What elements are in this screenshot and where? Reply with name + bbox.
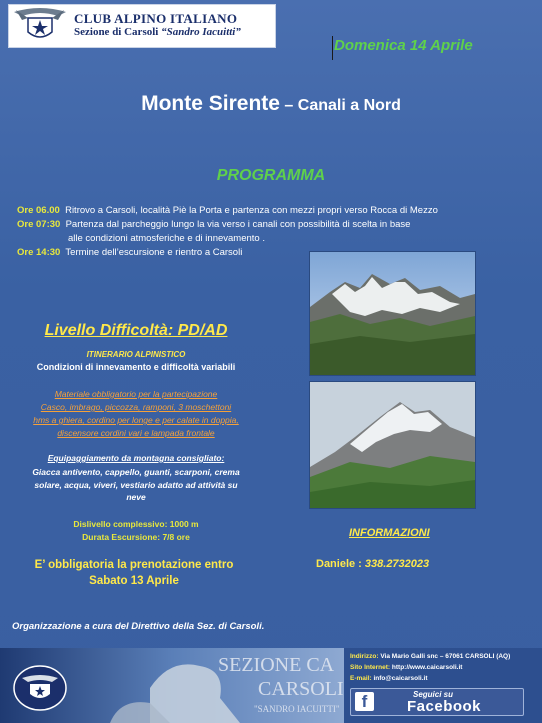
booking-notice: E’ obbligatoria la prenotazione entro bbox=[34, 559, 234, 571]
date-divider bbox=[332, 36, 333, 60]
contact-name: Daniele : bbox=[316, 558, 365, 570]
email-line bbox=[350, 675, 428, 682]
materials-line: hms a ghiera, cordino per longe e per calate in doppia, bbox=[33, 415, 239, 425]
facebook-name: Facebook bbox=[407, 698, 482, 715]
schedule-text: Termine dell’escursione e rientro a Carsoli bbox=[65, 247, 243, 258]
website-link[interactable]: http://www.caicarsoli.it bbox=[391, 664, 463, 671]
equipment-line: solare, acqua, viveri, vestiario adatto ad attività su bbox=[34, 479, 238, 490]
equipment-list bbox=[0, 466, 272, 504]
conditions-text: Condizioni di innevamento e difficoltà variabili bbox=[36, 362, 236, 372]
schedule-time: Ore 06.00 bbox=[17, 205, 60, 216]
page-title bbox=[0, 92, 542, 116]
banner-line2: CARSOLI bbox=[258, 678, 344, 700]
schedule-item bbox=[68, 232, 265, 246]
organizer-text: Organizzazione a cura del Direttivo della Sez. di Carsoli. bbox=[12, 621, 265, 632]
email-label: E-mail: bbox=[350, 675, 374, 682]
schedule-text: alle condizioni atmosferiche e di innevamento . bbox=[68, 233, 265, 244]
schedule-item bbox=[17, 218, 410, 232]
equipment-line: Giacca antivento, cappello, guanti, scarponi, crema bbox=[32, 467, 240, 477]
contact-info bbox=[316, 558, 429, 570]
contact-phone: 338.2732023 bbox=[364, 558, 430, 570]
mountain-photo-1-image bbox=[310, 252, 475, 375]
itinerary-type: ITINERARIO ALPINISTICO bbox=[86, 350, 186, 359]
cai-logo-icon bbox=[12, 6, 68, 44]
club-title: CLUB ALPINO ITALIANO bbox=[74, 11, 238, 26]
facebook-follow-label: Seguici su bbox=[413, 690, 454, 699]
materials-line: Materiale obbligatorio per la partecipazione bbox=[54, 389, 218, 399]
banner-line3: "SANDRO IACUITTI" bbox=[254, 704, 340, 714]
materials-line: Casco, imbrago, piccozza, ramponi, 3 moschettoni bbox=[40, 402, 232, 412]
website-line bbox=[350, 664, 462, 671]
programma-heading: PROGRAMMA bbox=[216, 167, 326, 184]
elevation-gain: Dislivello complessivo: 1000 m bbox=[73, 519, 199, 529]
address-line bbox=[350, 653, 510, 660]
website-label: Sito Internet: bbox=[350, 664, 392, 671]
section-prefix: Sezione di Carsoli bbox=[74, 26, 162, 38]
address-label: Indirizzo: bbox=[350, 653, 381, 660]
address-value: Via Mario Galli snc – 67061 CARSOLI (AQ) bbox=[380, 653, 511, 660]
mountain-photo-2-image bbox=[310, 382, 475, 508]
schedule-time: Ore 14:30 bbox=[17, 247, 61, 258]
mountain-photo bbox=[309, 251, 476, 376]
title-sub: – Canali a Nord bbox=[279, 97, 401, 114]
facebook-button[interactable] bbox=[350, 688, 524, 716]
equipment-heading: Equipaggiamento da montagna consigliato: bbox=[47, 453, 225, 463]
schedule-time: Ore 07:30 bbox=[17, 219, 61, 230]
mountain-photo bbox=[309, 381, 476, 509]
schedule-text: Ritrovo a Carsoli, località Piè la Porta e partenza con mezzi propri verso Rocca di Mezzo bbox=[65, 205, 438, 216]
duration: Durata Escursione: 7/8 ore bbox=[82, 532, 190, 542]
title-main: Monte Sirente bbox=[141, 92, 280, 115]
equipment-line: neve bbox=[126, 492, 146, 502]
booking-deadline: Sabato 13 Aprile bbox=[89, 575, 179, 587]
facebook-icon: f bbox=[355, 692, 374, 711]
event-date: Domenica 14 Aprile bbox=[334, 37, 473, 54]
difficulty-heading: Livello Difficoltà: PD/AD bbox=[44, 322, 228, 339]
info-heading: INFORMAZIONI bbox=[349, 527, 430, 539]
schedule-item bbox=[17, 246, 242, 260]
schedule-text: Partenza dal parcheggio lungo la via verso i canali con possibilità di scelta in base bbox=[65, 219, 411, 230]
materials-line: discensore cordini vari e lampada frontale bbox=[57, 428, 215, 438]
banner-line1: SEZIONE CA bbox=[218, 654, 335, 676]
schedule-item bbox=[17, 204, 438, 218]
email-link[interactable]: info@caicarsoli.it bbox=[373, 675, 428, 682]
club-section bbox=[74, 26, 241, 38]
section-name: “Sandro Iacuitti” bbox=[161, 26, 241, 38]
footer-banner-image bbox=[0, 648, 344, 723]
